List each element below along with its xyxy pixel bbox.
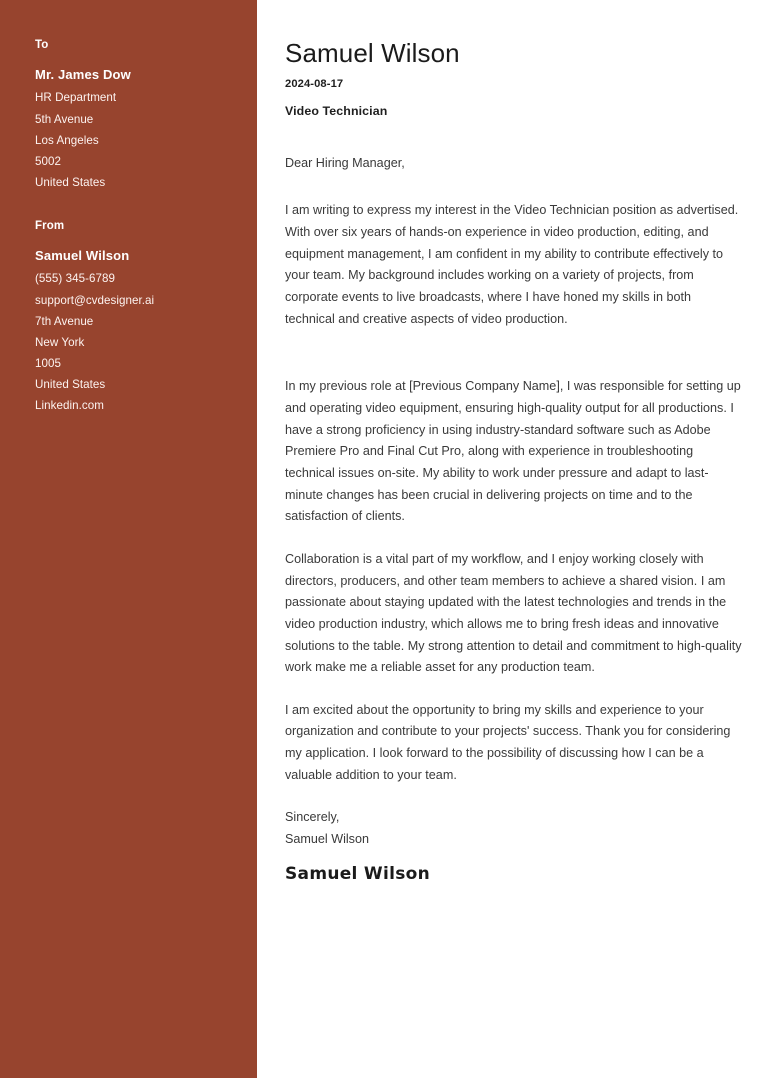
- letter-paragraph-4: I am excited about the opportunity to bring my skills and experience to your organization and contribute to your projects' success. Thank you for considering my application. I look forward to the possibility of discussing how I can be a valuable addition to your team.: [285, 702, 731, 782]
- closing-phrase: Sincerely,: [285, 810, 340, 825]
- sender-linkedin: Linkedin.com: [35, 399, 104, 412]
- to-heading: To: [35, 39, 49, 51]
- page-title: Samuel Wilson: [285, 38, 460, 68]
- letter-paragraph-3: Collaboration is a vital part of my workflow, and I enjoy working closely with directors, producers, and other team members to achieve a shared vision. I am passionate about staying updated with the latest technologies and trends in the video production industry, which allows me to bring fresh ideas and innovative solutions to the table. My strong attention to detail and commitment to high-quality work make me a reliable asset for any production team.: [285, 551, 742, 675]
- sidebar: [0, 0, 257, 1078]
- recipient-line-street: 5th Avenue: [35, 112, 94, 126]
- sender-street: 7th Avenue: [35, 314, 94, 328]
- letter-date: 2024-08-17: [285, 78, 344, 91]
- letter-paragraph-2: In my previous role at [Previous Company Name], I was responsible for setting up and operating video equipment, ensuring high-quality output for all productions. I have a strong proficiency in using industry-standard software such as Adobe Premiere Pro and Final Cut Pro, along with experience in troubleshooting technical issues on-site. My ability to work under pressure and adapt to last-minute changes has been crucial in delivering projects on time and to the satisfaction of clients.: [285, 379, 741, 524]
- recipient-block: [35, 38, 227, 193]
- letter-salutation: Dear Hiring Manager,: [285, 156, 405, 171]
- closing-name: Samuel Wilson: [285, 831, 369, 846]
- sender-phone: (555) 345-6789: [35, 272, 115, 286]
- recipient-line-city: Los Angeles: [35, 133, 99, 147]
- recipient-line-country: United States: [35, 175, 106, 189]
- sender-block: [35, 219, 227, 416]
- recipient-line-department: HR Department: [35, 91, 117, 105]
- signature-spacer: [285, 850, 744, 864]
- sender-country: United States: [35, 377, 106, 391]
- sender-city: New York: [35, 335, 85, 349]
- recipient-name: Mr. James Dow: [35, 66, 131, 82]
- recipient-line-postal-code: 5002: [35, 154, 61, 168]
- from-heading: From: [35, 219, 65, 232]
- sender-postal-code: 1005: [35, 356, 61, 370]
- letter-paragraph-1: I am writing to express my interest in the Video Technician position as advertised. With over six years of hands-on experience in video production, editing, and equipment management, I am confident in my ability to contribute effectively to your team. My background includes working on a variety of projects, from corporate events to live broadcasts, where I have honed my skills in both technical and creative aspects of video production.: [285, 203, 739, 326]
- sidebar-block-divider: [35, 193, 227, 219]
- letter-job-title: Video Technician: [285, 104, 388, 119]
- signature: Samuel Wilson: [285, 863, 431, 884]
- sender-name: Samuel Wilson: [35, 247, 130, 263]
- sender-email: support@cvdesigner.ai: [35, 293, 155, 307]
- letter-body: [257, 0, 768, 1078]
